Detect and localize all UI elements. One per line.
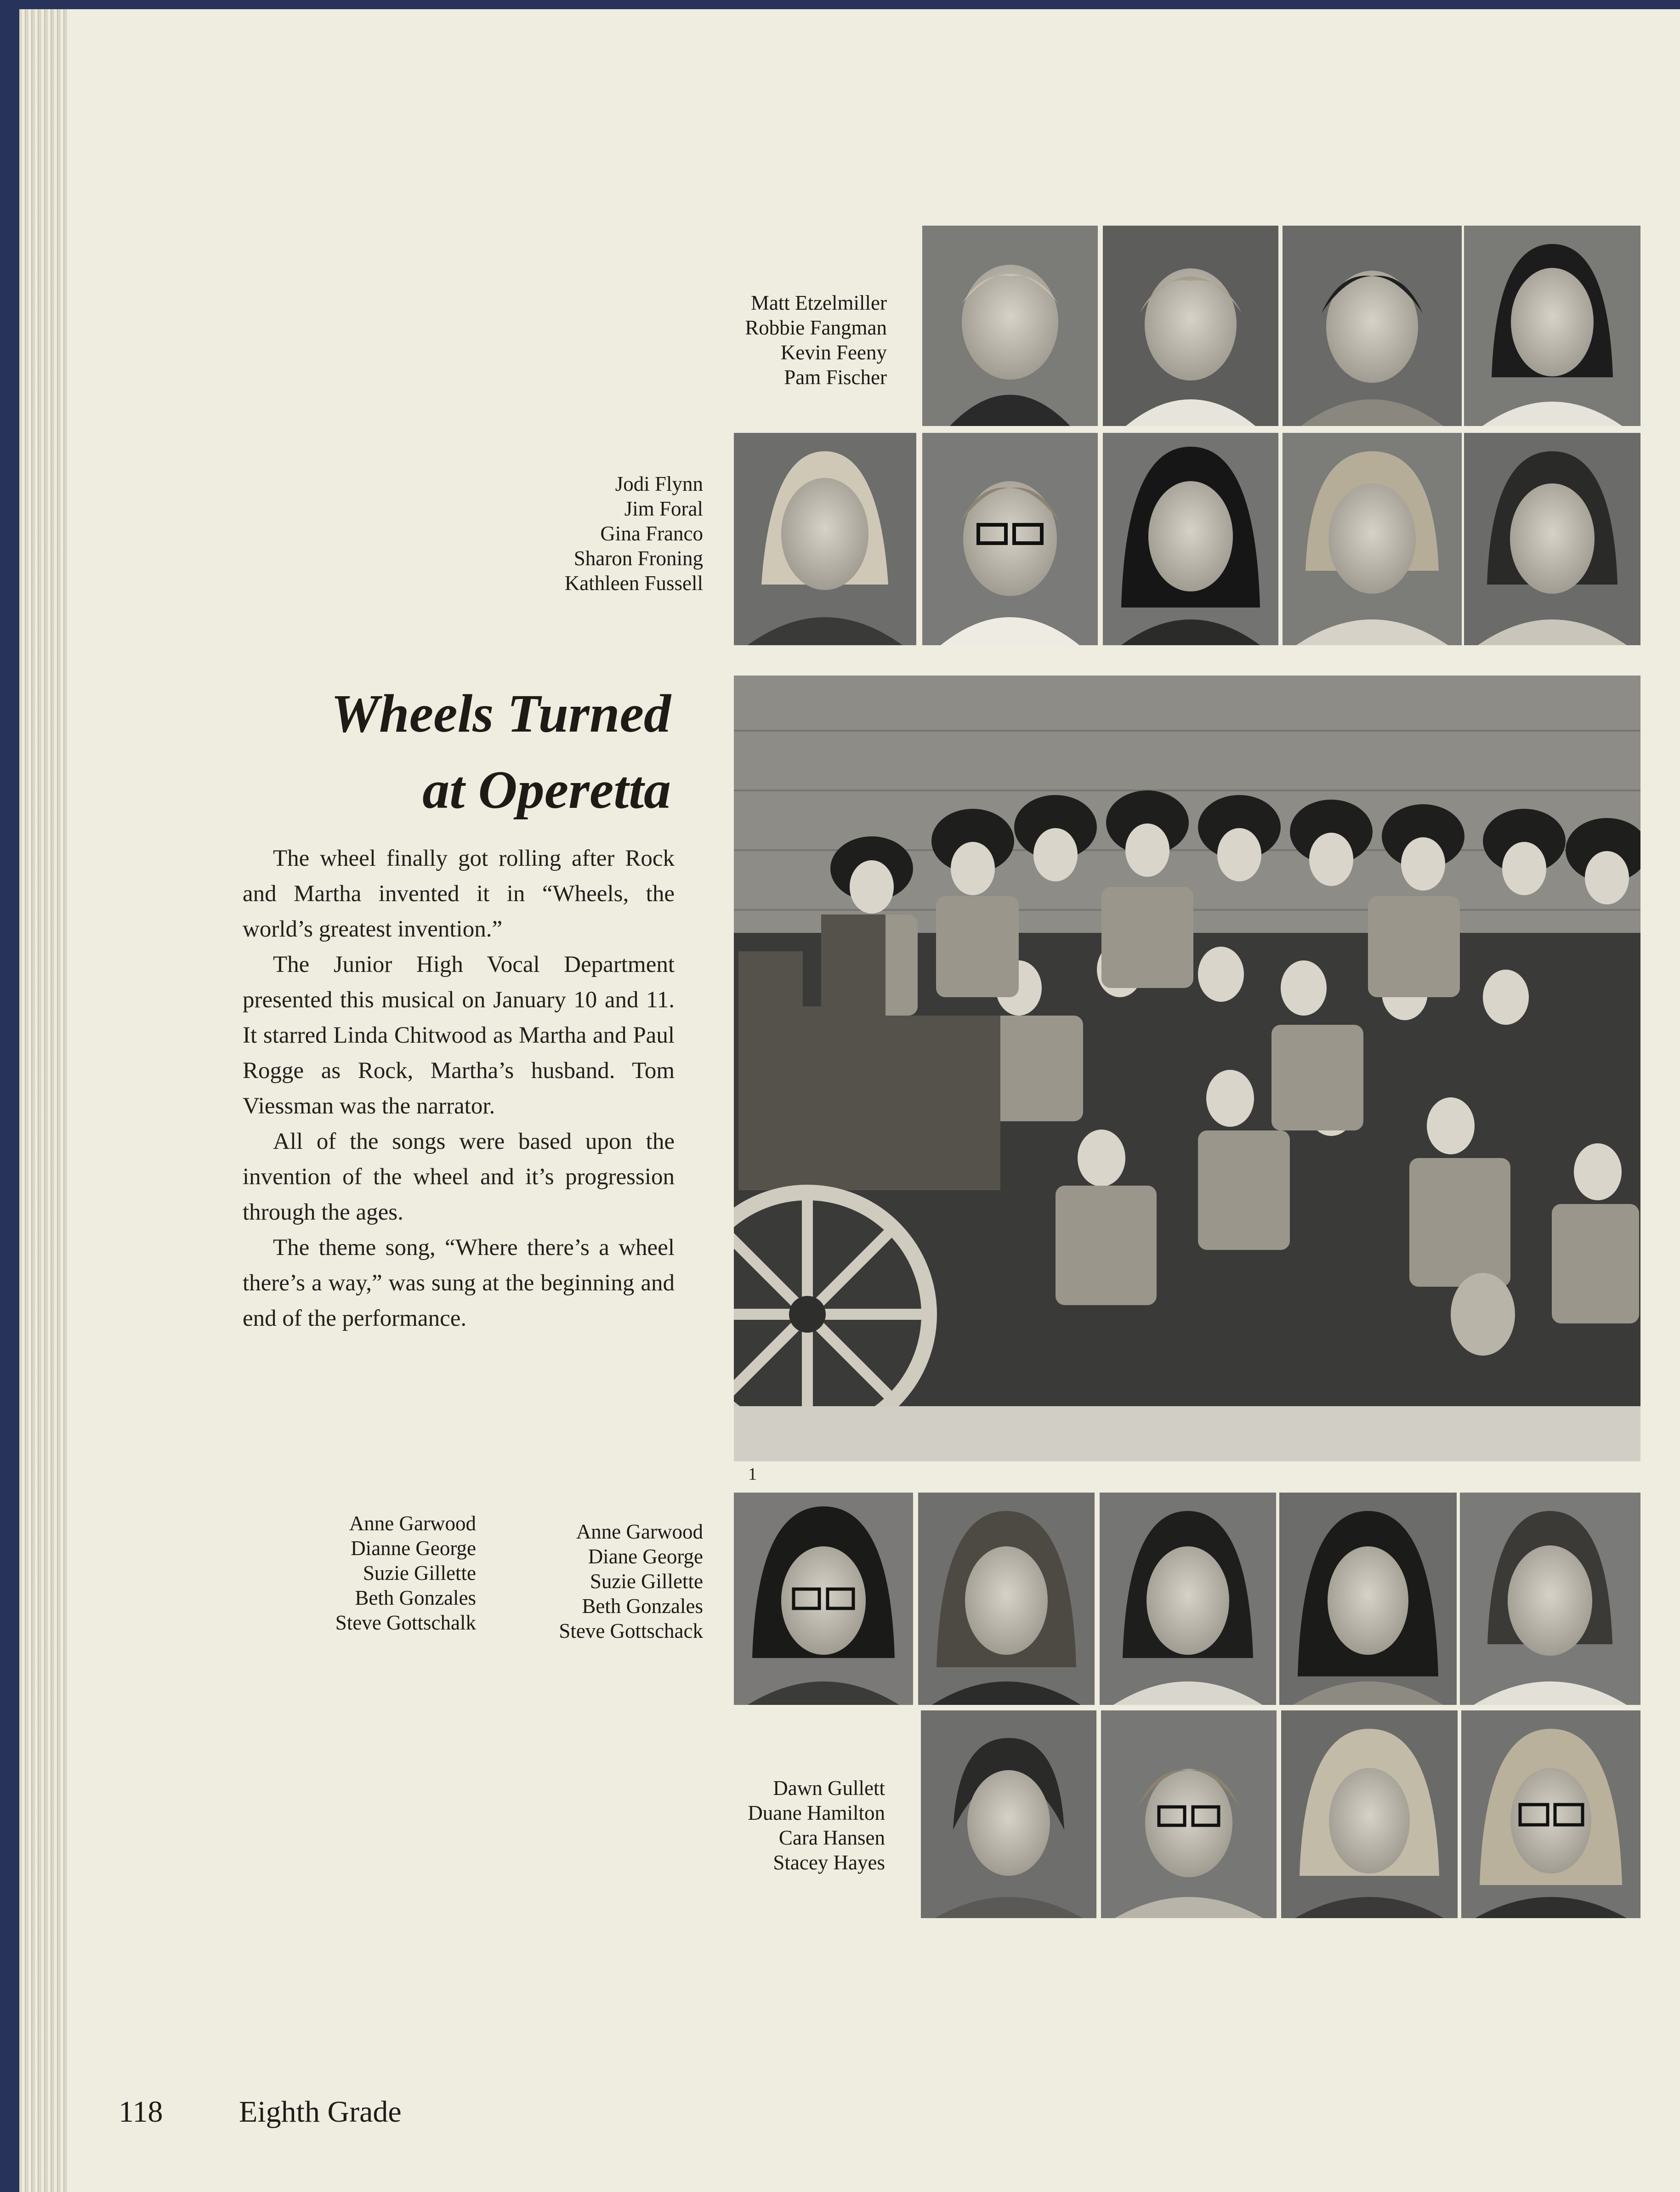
- names-row3-left: [257, 1511, 476, 1635]
- student-name: Gina Franco: [600, 522, 703, 545]
- portrait-figure: [1103, 226, 1278, 426]
- headline-line-2: at Operetta: [422, 760, 671, 820]
- story-paragraph: All of the songs were based upon the invention of the wheel and it’s progression through the ages.: [243, 1129, 675, 1225]
- names-row4: [671, 1776, 885, 1875]
- student-name: Sharon Froning: [573, 547, 703, 570]
- student-name: Steve Gottschalk: [335, 1611, 476, 1634]
- portrait-figure: [922, 226, 1098, 426]
- student-name: Suzie Gillette: [363, 1562, 476, 1584]
- portrait-figure: [1464, 433, 1640, 645]
- portrait-fussell: [1464, 433, 1640, 645]
- page-number: 118: [119, 2095, 163, 2129]
- portrait-figure: [734, 433, 916, 645]
- portrait-figure: [1461, 1710, 1640, 1918]
- portrait-feeny: [1283, 226, 1462, 426]
- names-row2: [487, 471, 703, 596]
- student-name: Dawn Gullett: [773, 1777, 885, 1800]
- student-name: Diane George: [588, 1545, 703, 1568]
- student-name: Matt Etzelmiller: [750, 291, 887, 314]
- portrait-figure: [1460, 1493, 1640, 1705]
- portrait-figure: [1464, 226, 1640, 426]
- section-title: Eighth Grade: [239, 2095, 402, 2129]
- portrait-hamilton: [1101, 1710, 1277, 1918]
- story-paragraph: The theme song, “Where there’s a wheel there’s a way,” was sung at the beginning and end of the performance.: [243, 1235, 675, 1331]
- student-name: Beth Gonzales: [355, 1586, 476, 1609]
- page-edge-stack: [19, 9, 70, 2192]
- photo-caption-number: 1: [748, 1465, 757, 1484]
- portrait-figure: [921, 1710, 1096, 1918]
- portrait-figure: [922, 433, 1098, 645]
- story-body: [243, 841, 675, 1336]
- student-name: Duane Hamilton: [748, 1801, 885, 1824]
- student-name: Anne Garwood: [576, 1520, 703, 1543]
- portrait-gottschalk: [1460, 1493, 1640, 1705]
- portrait-flynn: [734, 433, 916, 645]
- portrait-hansen: [1281, 1710, 1458, 1918]
- portrait-hayes: [1461, 1710, 1640, 1918]
- portrait-figure: [1100, 1493, 1276, 1705]
- portrait-franco: [1103, 433, 1278, 645]
- student-name: Anne Garwood: [349, 1512, 476, 1535]
- portrait-fischer: [1464, 226, 1640, 426]
- portrait-fangman: [1103, 226, 1278, 426]
- portrait-foral: [922, 433, 1098, 645]
- student-name: Jodi Flynn: [615, 472, 703, 495]
- story-paragraph: The wheel finally got rolling after Rock and Martha invented it in “Wheels, the world’s greatest invention.”: [243, 846, 675, 942]
- story-headline: [211, 676, 671, 828]
- student-name: Suzie Gillette: [590, 1570, 703, 1593]
- story-paragraph: The Junior High Vocal Department presented this musical on January 10 and 11. It starred Linda Chitwood as Martha and Paul Rogge as Rock, Martha’s husband. Tom Viessman was the narrator.: [243, 952, 675, 1119]
- student-name: Kathleen Fussell: [564, 572, 703, 595]
- portrait-george: [918, 1493, 1095, 1705]
- portrait-figure: [1283, 433, 1462, 645]
- headline-line-1: Wheels Turned: [331, 683, 671, 744]
- group-photo-scene: [734, 676, 1640, 1461]
- student-name: Dianne George: [351, 1537, 476, 1560]
- student-name: Steve Gottschack: [559, 1619, 703, 1642]
- portrait-figure: [918, 1493, 1095, 1705]
- portrait-gullett: [921, 1710, 1096, 1918]
- portrait-gillette: [1100, 1493, 1276, 1705]
- names-row3-right: [487, 1519, 703, 1643]
- student-name: Beth Gonzales: [582, 1595, 703, 1618]
- portrait-etzelmiller: [922, 226, 1098, 426]
- student-name: Robbie Fangman: [745, 316, 887, 339]
- names-row1: [671, 290, 887, 390]
- portrait-figure: [1283, 226, 1462, 426]
- portrait-garwood: [734, 1493, 913, 1705]
- portrait-figure: [734, 1493, 913, 1705]
- portrait-figure: [1279, 1493, 1457, 1705]
- portrait-froning: [1283, 433, 1462, 645]
- portrait-figure: [1281, 1710, 1458, 1918]
- operetta-group-photo: [734, 676, 1640, 1461]
- student-name: Cara Hansen: [778, 1826, 885, 1849]
- student-name: Kevin Feeny: [780, 341, 887, 364]
- portrait-gonzales: [1279, 1493, 1457, 1705]
- student-name: Jim Foral: [624, 497, 703, 520]
- student-name: Pam Fischer: [784, 366, 887, 389]
- portrait-figure: [1101, 1710, 1277, 1918]
- portrait-figure: [1103, 433, 1278, 645]
- student-name: Stacey Hayes: [773, 1851, 885, 1874]
